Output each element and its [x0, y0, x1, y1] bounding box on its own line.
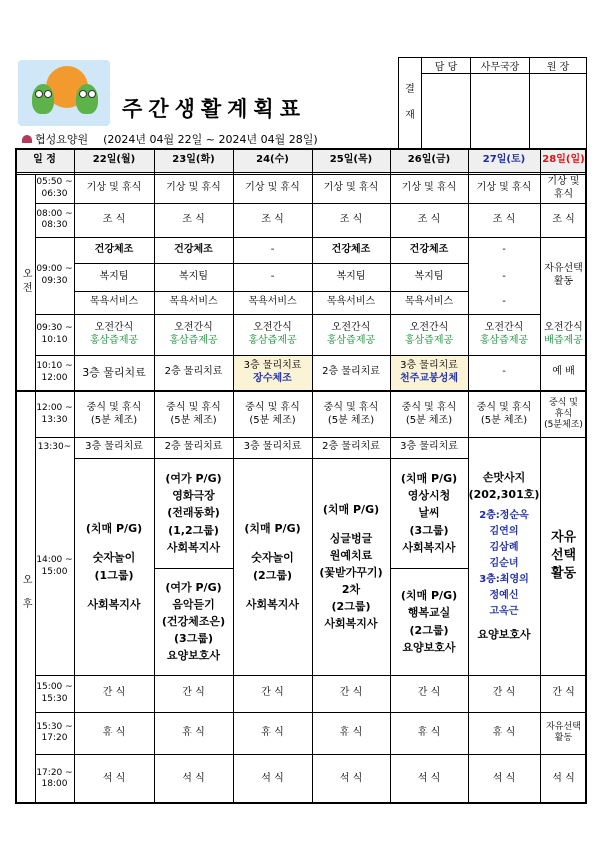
approval-col-3: 원 장 — [530, 58, 587, 74]
breakfast-cell: 조 식 — [492, 213, 516, 225]
wake-cell: 기상 및 휴식 — [401, 182, 457, 194]
date-range: (2024년 04월 22일 ~ 2024년 04월 28일) — [103, 133, 318, 146]
exercise-cell: 건강체조 — [409, 243, 449, 255]
snack-pm-cell: 간 식 — [102, 687, 126, 699]
header-day-sat: 27일(토) — [482, 154, 526, 166]
rest-cell-sun: 자유선택 활동 — [546, 721, 581, 743]
lunch-cell: 중식 및 휴식 (5분 체조) — [86, 402, 142, 426]
snack-pm-cell: 간 식 — [417, 687, 441, 699]
welfare-cell: 복지팀 — [336, 270, 366, 282]
org-logo-icon — [22, 135, 32, 143]
program-thu: (치매 P/G) 싱글벙글 원예치료 (꽃받가꾸기) 2차 (2그룹) 사회복지사 — [319, 502, 383, 631]
bath-cell: 목욕서비스 — [326, 296, 376, 308]
dinner-cell: 석 식 — [417, 772, 441, 784]
header-day-fri: 26일(금) — [407, 154, 451, 166]
bath-cell: 목욕서비스 — [248, 296, 297, 308]
header-day-mon: 22일(월) — [92, 154, 136, 166]
approval-box — [398, 57, 587, 149]
program-fri-b: (치매 P/G) 행복교실 (2그룹) 요양보호사 — [400, 589, 458, 654]
time-label: 12:00 ~ 13:30 — [36, 403, 73, 425]
bath-cell: - — [502, 296, 506, 308]
time-label: 09:00 ~ 09:30 — [36, 264, 73, 286]
welfare-cell: - — [270, 270, 275, 282]
sun-free-activity: 자유선택 활동 — [544, 263, 583, 287]
pt-am-cell: - — [502, 366, 506, 378]
welfare-cell: 복지팀 — [414, 270, 444, 282]
lunch-cell: 중식 및 휴식 (5분 체조) — [245, 402, 300, 426]
lunch-cell: 중식 및 휴식 (5분 체조) — [476, 402, 532, 426]
bath-cell: 목욕서비스 — [169, 296, 218, 308]
approval-sign-2[interactable] — [471, 74, 530, 149]
dinner-cell: 석 식 — [102, 772, 126, 784]
lunch-cell: 중식 및 휴식 (5분 체조) — [166, 402, 221, 426]
rest-cell: 휴 식 — [261, 726, 284, 738]
breakfast-cell: 조 식 — [182, 213, 205, 225]
rest-cell: 휴 식 — [182, 726, 205, 738]
org-line — [22, 131, 318, 147]
program-tue-a: (여가 P/G) 영화극장 (전래동화) (1,2그룹) 사회복지사 — [165, 472, 222, 554]
time-label: 14:00 ~ 15:00 — [36, 555, 73, 577]
pt-pm-cell: 2층 물리치료 — [322, 441, 380, 453]
pt-am-cell: 3층 물리치료 천주교봉성체 — [400, 360, 458, 384]
header-day-wed: 24(수) — [256, 154, 289, 166]
pt-pm-cell: 3층 물리치료 — [400, 441, 458, 453]
pt-pm-cell: 2층 물리치료 — [164, 441, 223, 453]
approval-sign-1[interactable] — [422, 74, 471, 149]
welfare-cell: - — [502, 270, 506, 282]
pt-am-cell-sun: 예 배 — [552, 366, 575, 378]
wake-cell: 기상 및 휴식 — [245, 182, 300, 194]
approval-col-2: 사무국장 — [471, 58, 530, 74]
time-label: 17:20 ~ 18:00 — [36, 767, 73, 789]
breakfast-cell: 조 식 — [552, 213, 575, 225]
snack-pm-cell: 간 식 — [492, 687, 516, 699]
program-sun: 자유 선택 활동 — [550, 529, 577, 582]
rest-cell: 휴 식 — [339, 726, 363, 738]
time-label: 15:30 ~ 17:20 — [36, 721, 73, 743]
snack-am-cell: 오전간식 홍삼즙제공 — [326, 322, 376, 346]
snack-am-cell: 오전간식 홍삼즙제공 — [479, 322, 529, 346]
period-am: 오전 — [20, 268, 32, 296]
time-label: 10:10 ~ 12:00 — [36, 361, 73, 383]
rest-cell: 휴 식 — [492, 726, 516, 738]
pt-am-cell: 2층 물리치료 — [322, 366, 380, 378]
time-label: 08:00 ~ 08:30 — [36, 208, 73, 230]
org-name: 협성요양원 — [35, 133, 89, 146]
pt-am-cell: 3층 물리치료 장수체조 — [243, 360, 302, 384]
wake-cell-sun: 기상 및 휴식 — [547, 176, 580, 200]
program-mon: (치매 P/G) 숫자놀이 (1그룹) 사회복지사 — [85, 522, 143, 611]
dinner-cell: 석 식 — [182, 772, 205, 784]
header-day-tue: 23일(화) — [172, 154, 215, 166]
program-fri-a: (치매 P/G) 영상시청 날씨 (3그룹) 사회복지사 — [400, 472, 458, 554]
lunch-cell: 중식 및 휴식 (5분 체조) — [401, 402, 457, 426]
program-sat: 손맛사지 (202,301호) 2층:정순옥 김연의 김삼례 김순녀 3층:최영의 정예신 고옥근 요양보호사 — [468, 470, 540, 641]
exercise-cell: - — [270, 243, 275, 255]
snack-pm-cell: 간 식 — [339, 687, 363, 699]
pt-am-cell: 2층 물리치료 — [164, 366, 223, 378]
welfare-cell: 복지팀 — [179, 270, 208, 282]
wake-cell: 기상 및 휴식 — [323, 182, 379, 194]
bath-cell: 목욕서비스 — [404, 296, 454, 308]
breakfast-cell: 조 식 — [102, 213, 126, 225]
rest-cell: 휴 식 — [417, 726, 441, 738]
page-title: 주간생활계획표 — [122, 97, 307, 121]
exercise-cell: 건강체조 — [331, 243, 371, 255]
period-pm: 오후 — [20, 574, 32, 622]
snack-am-cell: 오전간식 홍삼즙제공 — [404, 322, 454, 346]
time-label: 09:30 ~ 10:10 — [36, 323, 73, 345]
wake-cell: 기상 및 휴식 — [476, 182, 532, 194]
snack-pm-cell: 간 식 — [552, 687, 575, 699]
rest-cell: 휴 식 — [102, 726, 126, 738]
header-schedule: 일 정 — [33, 154, 56, 166]
dinner-cell: 석 식 — [552, 772, 575, 784]
approval-side-label: 결 재 — [399, 58, 422, 149]
mascot-right-icon — [76, 84, 98, 114]
snack-pm-cell: 간 식 — [182, 687, 205, 699]
exercise-cell: - — [502, 243, 506, 255]
snack-am-cell: 오전간식 홍삼즙제공 — [89, 322, 139, 346]
approval-sign-3[interactable] — [530, 74, 587, 149]
snack-am-cell: 오전간식 홍삼즙제공 — [248, 322, 297, 346]
snack-am-cell: 오전간식 홍삼즙제공 — [169, 322, 218, 346]
approval-col-1: 담 당 — [422, 58, 471, 74]
program-wed: (치매 P/G) 숫자놀이 (2그룹) 사회복지사 — [244, 522, 301, 611]
time-label: 13:30~ — [37, 441, 72, 452]
breakfast-cell: 조 식 — [339, 213, 363, 225]
dinner-cell: 석 식 — [261, 772, 284, 784]
mascot-left-icon — [32, 84, 54, 114]
lunch-cell: 중식 및 휴식 (5분 체조) — [323, 402, 379, 426]
pt-pm-cell: 3층 물리치료 — [243, 441, 302, 453]
welfare-cell: 복지팀 — [99, 270, 129, 282]
dinner-cell: 석 식 — [339, 772, 363, 784]
lunch-cell-sun: 중식 및 휴식 (5분체조) — [544, 397, 583, 431]
pt-am-cell: 3층 물리치료 — [82, 365, 146, 379]
wake-cell: 기상 및 휴식 — [166, 182, 221, 194]
dinner-cell: 석 식 — [492, 772, 516, 784]
exercise-cell: 건강체조 — [174, 243, 213, 255]
time-label: 15:00 ~ 15:30 — [36, 682, 73, 704]
time-label: 05:50 ~ 06:30 — [36, 177, 73, 199]
breakfast-cell: 조 식 — [417, 213, 441, 225]
exercise-cell: 건강체조 — [94, 243, 134, 255]
breakfast-cell: 조 식 — [261, 213, 284, 225]
header-day-thu: 25일(목) — [329, 154, 373, 166]
snack-am-cell-sun: 오전간식 배즙제공 — [544, 322, 583, 346]
pt-pm-cell: 3층 물리치료 — [85, 441, 143, 453]
logo — [18, 60, 110, 126]
program-tue-b: (여가 P/G) 음악듣기 (건강체조은) (3그룹) 요양보호사 — [161, 580, 226, 663]
wake-cell: 기상 및 휴식 — [86, 182, 142, 194]
bath-cell: 목욕서비스 — [89, 296, 139, 308]
header-day-sun: 28일(일) — [542, 154, 585, 166]
snack-pm-cell: 간 식 — [261, 687, 284, 699]
